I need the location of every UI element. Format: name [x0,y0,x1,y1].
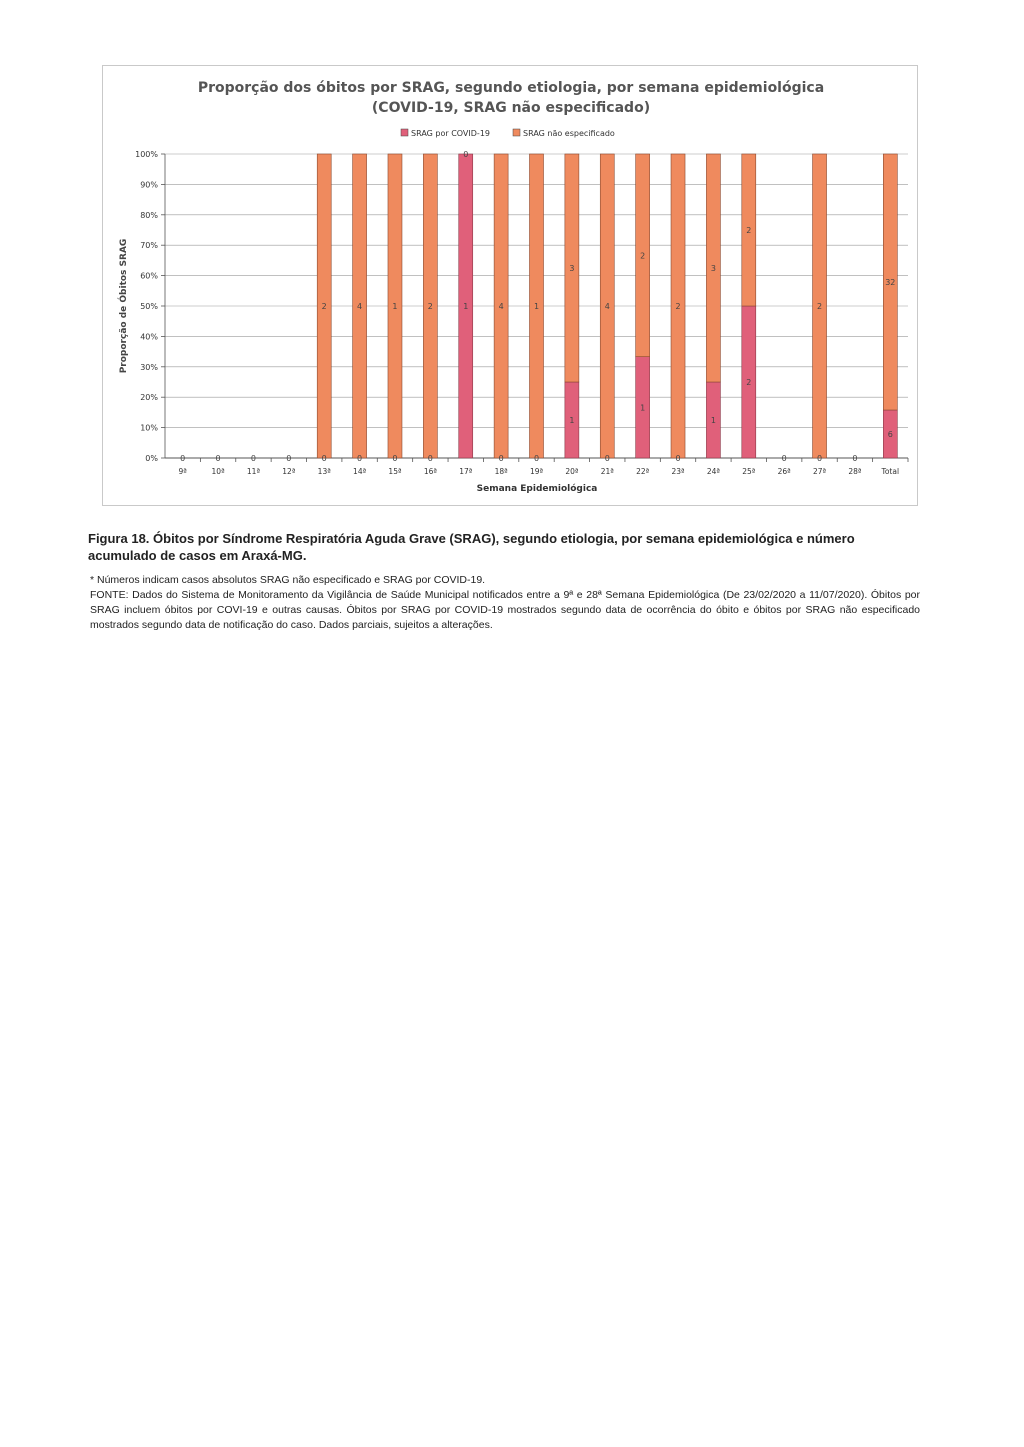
y-axis-label: Proporção de Óbitos SRAG [119,238,129,374]
y-tick-label: 60% [140,271,158,281]
y-axis-ticks [135,150,165,463]
y-tick-label: 30% [140,362,158,372]
y-tick-label: 50% [140,302,158,311]
figure-caption: Figura 18. Óbitos por Síndrome Respiratória Aguda Grave (SRAG), segundo etiologia, por semana epidemiológica e número acumulado de casos em Araxá-MG. [88,531,855,563]
data-label-nao-especificado: 4 [357,302,363,311]
x-tick-label: 26ª [777,467,791,476]
data-label-zero: 0 [180,454,186,463]
data-label-covid: 0 [498,454,504,463]
x-tick-label: 12ª [282,467,296,476]
x-tick-label: 10ª [211,467,225,476]
bars [180,150,897,463]
data-label-covid: 1 [710,416,716,425]
data-label-nao-especificado: 1 [392,302,398,311]
data-label-zero: 0 [852,454,858,463]
y-tick-label: 10% [140,423,158,433]
legend-swatch-nao-especificado [513,129,520,136]
data-label-covid: 0 [675,454,681,463]
y-tick-label: 0% [145,454,158,463]
x-tick-label: 19ª [529,467,544,476]
x-tick-label: 28ª [848,467,862,476]
data-label-covid: 0 [427,454,433,463]
data-label-nao-especificado: 2 [640,251,646,261]
y-tick-label: 90% [140,180,158,190]
legend-label-covid: SRAG por COVID-19 [411,129,490,138]
data-label-covid: 0 [357,454,363,463]
data-label-nao-especificado: 2 [427,302,433,311]
data-label-covid: 1 [640,403,646,413]
data-label-covid: 0 [604,454,610,463]
data-label-covid: 0 [321,454,327,463]
data-label-nao-especificado: 4 [498,302,504,311]
chart-title-line1: Proporção dos óbitos por SRAG, segundo etiologia, por semana epidemiológica [197,80,825,96]
y-tick-label: 40% [140,332,158,342]
legend-label-nao-especificado: SRAG não especificado [523,129,615,138]
x-tick-label: 24ª [706,467,720,476]
data-label-zero: 0 [250,454,256,463]
data-label-covid: 0 [533,454,540,463]
x-tick-label: 20ª [565,467,579,476]
x-tick-label: 15ª [388,467,402,476]
data-label-covid: 0 [817,454,823,463]
y-tick-label: 70% [140,241,158,251]
legend [401,129,615,138]
note-absolute-numbers: * Números indicam casos absolutos SRAG não especificado e SRAG por COVID-19. [90,574,486,586]
x-tick-label: 21ª [600,467,614,476]
figure-notes [90,573,920,633]
note-source: FONTE: Dados do Sistema de Monitoramento da Vigilância de Saúde Municipal notificados entre a 9ª e 28ª Semana Epidemiológica (De 23/02/2020 a 11/07/2020). Óbitos por SRAG incluem óbitos por COVI-19 e outras causas. Óbitos por SRAG por COVID-19 mostrados segundo data de ocorrência do óbito e óbitos por SRAG não especificado mostrados segundo data de notificação do caso. Dados parciais, sujeitos a alterações. [90,589,920,631]
data-label-nao-especificado: 4 [604,302,610,311]
y-tick-label: 20% [140,393,158,403]
x-tick-label: 17ª [459,467,473,476]
data-label-nao-especificado: 32 [885,278,896,287]
data-label-zero: 0 [286,454,292,463]
x-tick-label: 16ª [423,467,437,476]
y-tick-label: 80% [140,210,158,220]
x-tick-label: 9ª [178,467,187,476]
data-label-nao-especificado: 2 [817,302,823,311]
chart-title-line2: (COVID-19, SRAG não especificado) [371,100,651,116]
x-tick-label: 13ª [317,467,331,476]
data-label-nao-especificado: 2 [746,226,752,235]
data-label-covid: 1 [463,302,469,311]
x-tick-label: 18ª [494,467,508,476]
x-tick-label: 27ª [813,467,827,476]
x-tick-label: 23ª [671,467,685,476]
y-tick-label: 100% [135,150,158,159]
data-label-covid: 1 [569,416,575,425]
x-tick-label: 11ª [246,467,260,476]
legend-swatch-covid [401,129,408,136]
data-label-zero: 0 [781,454,787,463]
data-label-nao-especificado: 2 [675,302,681,311]
data-label-nao-especificado: 2 [321,302,327,311]
chart-svg [103,66,919,507]
data-label-nao-especificado: 1 [533,302,540,311]
data-label-nao-especificado: 0 [463,150,469,159]
data-label-nao-especificado: 3 [710,264,716,273]
data-label-covid: 6 [887,430,893,439]
x-tick-label: 14ª [353,467,367,476]
data-label-covid: 2 [746,378,752,387]
data-label-nao-especificado: 3 [569,264,575,273]
x-tick-label: Total [881,467,900,476]
x-tick-label: 25ª [742,467,756,476]
x-tick-label: 22ª [636,467,650,476]
chart-container [102,65,918,506]
data-label-zero: 0 [215,454,221,463]
x-axis-label: Semana Epidemiológica [476,484,598,494]
data-label-covid: 0 [392,454,398,463]
